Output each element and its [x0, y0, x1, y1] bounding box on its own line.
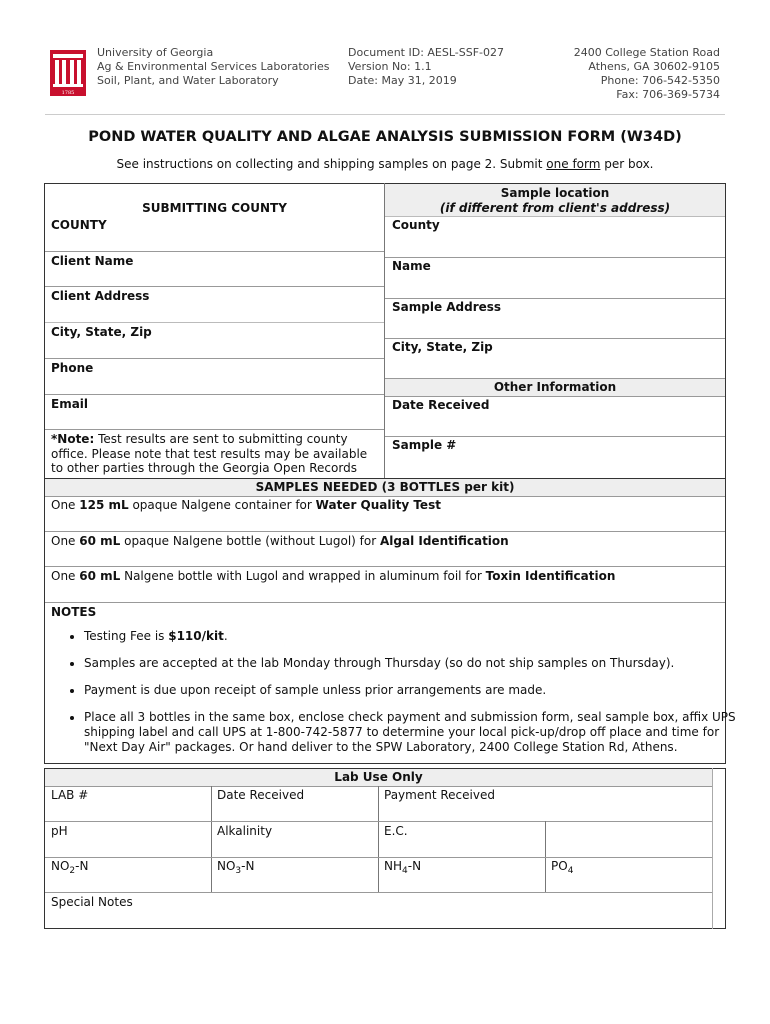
lab-right-margin-line	[712, 768, 713, 929]
header-divider	[45, 114, 725, 115]
notes-list	[62, 629, 754, 765]
street-address: 2400 College Station Road	[573, 46, 720, 59]
logo-year: 1785	[61, 90, 75, 96]
uga-arch-logo	[50, 48, 86, 98]
form-title: POND WATER QUALITY AND ALGAE ANALYSIS SUBMISSION FORM (W34D)	[88, 129, 682, 145]
note-item: • Place all 3 bottles in the same box, enclose check payment and submission form, seal sample box, affix UPS shipping label and call UPS at 1-800-742-5877 to determine your local pick-up/drop off place and time for "Next Day Air" packages. Or hand deliver to the SPW Laboratory, 2400 College Station Rd, Athens.	[84, 710, 754, 755]
lab-col-divider	[211, 786, 212, 893]
sample-location-subheading: (if different from client's address)	[439, 201, 671, 215]
note-item: • Testing Fee is $110/kit.	[84, 629, 754, 644]
samples-needed-heading: SAMPLES NEEDED (3 BOTTLES per kit)	[255, 480, 515, 494]
sample-city-state-zip-field[interactable]	[385, 339, 725, 378]
phone-field[interactable]	[45, 359, 384, 394]
no2-n-label: $NO_2-N$	[51, 859, 89, 876]
row-divider	[45, 857, 712, 858]
email-field[interactable]	[45, 395, 384, 429]
version-no: Version No: 1.1	[348, 60, 432, 73]
row-divider	[45, 531, 725, 532]
sample-name-label: Name	[392, 259, 431, 273]
sample-county-label: County	[392, 218, 440, 232]
submitting-county-heading: SUBMITTING COUNTY	[142, 201, 287, 215]
sample-row: One 60 mL opaque Nalgene bottle (without Lugol) for Algal Identification	[51, 534, 509, 548]
sample-row: One 60 mL Nalgene bottle with Lugol and wrapped in aluminum foil for Toxin Identification	[51, 569, 616, 583]
city-address: Athens, GA 30602-9105	[588, 60, 720, 73]
org-line: Ag & Environmental Services Laboratories	[97, 60, 330, 73]
lab-use-heading: Lab Use Only	[334, 770, 423, 784]
client-name-field[interactable]	[45, 252, 384, 286]
note-item: • Samples are accepted at the lab Monday through Thursday (so do not ship samples on Thursday).	[84, 656, 754, 671]
ec-label: E.C.	[384, 824, 408, 838]
instructions: See instructions on collecting and shipping samples on page 2. Submit one form per box.	[116, 157, 654, 171]
row-divider	[45, 496, 725, 497]
client-address-label: Client Address	[51, 289, 150, 303]
phone-label: Phone	[51, 361, 94, 375]
po4-label: $PO_4$	[551, 859, 574, 876]
client-address-field[interactable]	[45, 287, 384, 322]
doc-date: Date: May 31, 2019	[348, 74, 457, 87]
date-received-field[interactable]	[385, 397, 725, 436]
special-notes-label: Special Notes	[51, 895, 133, 909]
doc-info-block	[348, 46, 504, 88]
sample-city-state-zip-label: City, State, Zip	[392, 340, 493, 354]
nh4-n-label: $NH_4-N$	[384, 859, 422, 876]
note-item: • Payment is due upon receipt of sample unless prior arrangements are made.	[84, 683, 754, 698]
document-id: Document ID: AESL-SSF-027	[348, 46, 505, 59]
sample-location-heading: Sample location	[500, 186, 610, 200]
client-name-label: Client Name	[51, 254, 134, 268]
city-state-zip-label: City, State, Zip	[51, 325, 152, 339]
sample-address-field[interactable]	[385, 299, 725, 338]
county-field[interactable]	[45, 218, 384, 251]
sample-address-label: Sample Address	[392, 300, 502, 314]
records-note: *Note: Test results are sent to submitting county office. Please note that test results may be available to other parties through the Georgia Open Records	[51, 432, 368, 475]
county-label: COUNTY	[51, 218, 107, 232]
lab-number-label: LAB #	[51, 788, 89, 802]
row-divider	[45, 821, 712, 822]
sample-name-field[interactable]	[385, 258, 725, 298]
row-divider	[45, 602, 725, 603]
org-line: Soil, Plant, and Water Laboratory	[97, 74, 279, 87]
sample-county-field[interactable]	[385, 217, 725, 257]
sample-number-label: Sample #	[392, 438, 457, 452]
row-divider	[45, 892, 712, 893]
lab-col-divider	[378, 786, 379, 893]
notes-heading: NOTES	[51, 605, 97, 619]
no3-n-label: $NO_3-N$	[217, 859, 255, 876]
lab-date-received-label: Date Received	[217, 788, 305, 802]
one-form-underline: one form	[546, 157, 601, 171]
org-block	[97, 46, 329, 88]
city-state-zip-field[interactable]	[45, 323, 384, 358]
ph-label: pH	[51, 824, 68, 838]
alkalinity-label: Alkalinity	[217, 824, 273, 838]
sample-number-field[interactable]	[385, 437, 725, 478]
org-line: University of Georgia	[97, 46, 214, 59]
fax-number: Fax: 706-369-5734	[616, 88, 720, 101]
payment-received-label: Payment Received	[384, 788, 495, 802]
date-received-label: Date Received	[392, 398, 490, 412]
address-block	[574, 46, 720, 102]
other-info-heading: Other Information	[493, 380, 617, 394]
email-label: Email	[51, 397, 89, 411]
row-divider	[45, 429, 384, 430]
phone-number: Phone: 706-542-5350	[600, 74, 720, 87]
sample-row: One 125 mL opaque Nalgene container for Water Quality Test	[51, 498, 441, 512]
row-divider	[45, 566, 725, 567]
